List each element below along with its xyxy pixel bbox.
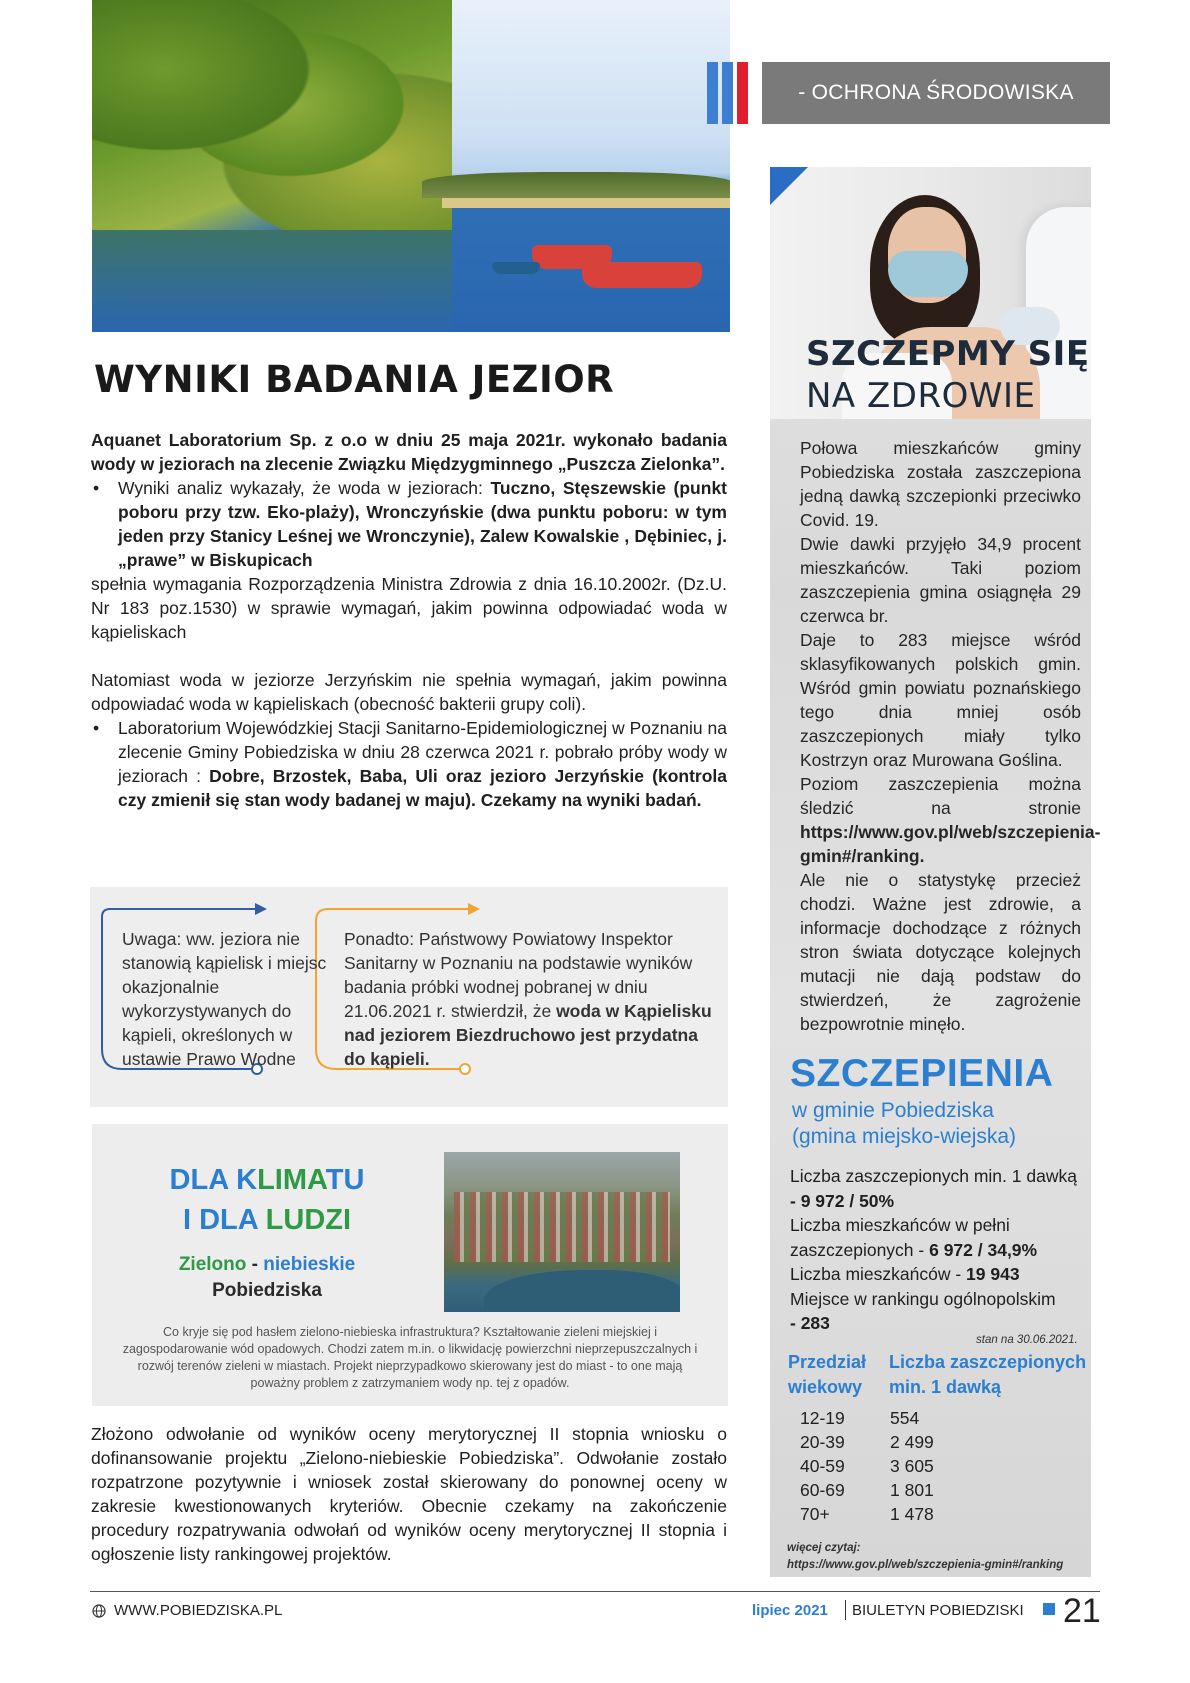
notice-box bbox=[90, 887, 728, 1107]
bullet-text: Wyniki analiz wykazały, że woda w jeziorach: bbox=[118, 478, 491, 498]
table-row bbox=[800, 1454, 934, 1478]
pedal-boat bbox=[582, 262, 702, 288]
headline-part-green: LUDZI bbox=[265, 1204, 352, 1236]
count-cell: 554 bbox=[890, 1408, 920, 1428]
trees-shape bbox=[92, 0, 452, 230]
vaccine-paragraph: Daje to 283 miejsce wśród sklasyfikowanych polskich gmin. Wśród gmin powiatu poznańskiego tego dnia mniej osób zaszczepionych miały tylko Kostrzyn oraz Murowana Goślina. bbox=[800, 630, 1081, 770]
read-more bbox=[787, 1540, 1063, 1574]
vaccine-paragraph bbox=[800, 772, 1101, 868]
age-cell: 70+ bbox=[800, 1504, 830, 1524]
article-paragraph: spełnia wymagania Rozporządzenia Ministra Zdrowia z dnia 16.10.2002r. (Dz.U. Nr 183 poz.1530) w sprawie wymagań, jakim powinna odpowiadać woda w kąpieliskach bbox=[91, 574, 727, 642]
table-row bbox=[800, 1502, 934, 1526]
face-mask-shape bbox=[888, 251, 968, 297]
stat-label: Miejsce w rankingu ogólnopolskim bbox=[790, 1288, 1056, 1309]
count-cell: 3 605 bbox=[890, 1456, 934, 1476]
read-more-label: więcej czytaj: bbox=[787, 1542, 861, 1554]
corner-accent bbox=[770, 167, 808, 205]
count-cell: 1 801 bbox=[890, 1480, 934, 1500]
vaccine-title-line1: SZCZEPMY SIĘ bbox=[806, 334, 1090, 374]
header-line: min. 1 dawką bbox=[889, 1377, 1002, 1397]
as-of-date: stan na 30.06.2021. bbox=[976, 1334, 1078, 1346]
bullet-item bbox=[91, 476, 727, 572]
lake-shape bbox=[484, 1270, 680, 1312]
table-header-count bbox=[889, 1350, 1099, 1400]
stat-label: Liczba mieszkańców w pełni zaszczepionych - bbox=[790, 1215, 1010, 1260]
stat-value bbox=[790, 1311, 1095, 1336]
project-dash: - bbox=[246, 1254, 264, 1275]
szczepienia-subtitle bbox=[792, 1098, 1092, 1150]
bullet-item bbox=[91, 716, 727, 812]
globe-icon bbox=[92, 1604, 106, 1618]
ranking-link[interactable]: https://www.gov.pl/web/szczepienia-gmin#/ranking. bbox=[800, 822, 1101, 866]
arrow-right-icon bbox=[255, 903, 267, 915]
headline-part-green: LIMA bbox=[257, 1164, 326, 1196]
stat-line bbox=[790, 1213, 1095, 1262]
stat-value-bold: - 283 bbox=[790, 1313, 830, 1333]
stat-value-bold: 19 943 bbox=[966, 1264, 1020, 1284]
vaccine-text bbox=[800, 436, 1101, 1036]
stripe-blue bbox=[722, 62, 733, 124]
table-row bbox=[800, 1478, 934, 1502]
stripe-blue bbox=[707, 62, 718, 124]
header-line: Przedział bbox=[788, 1352, 867, 1372]
arrow-right-icon bbox=[468, 903, 480, 915]
article-paragraph: Natomiast woda w jeziorze Jerzyńskim nie spełnia wymagań, jakim powinna odpowiadać woda w kąpieliskach (obecność bakterii grupy coli). bbox=[91, 670, 727, 714]
project-name bbox=[92, 1252, 442, 1304]
vaccine-link-intro: Poziom zaszczepienia można śledzić na stronie bbox=[800, 774, 1081, 818]
bullet-bold: Tuczno, Stęszewskie (punkt poboru przy tzw. Eko-plaży), Wronczyńskie (dwa punktu poboru: w tym jeden przy Stanicy Leśnej we Wronczynie), Zalew Kowalskie , Dębiniec, j.„prawe” w Biskupicach bbox=[118, 478, 728, 570]
stat-line bbox=[790, 1262, 1095, 1287]
footer-publication: BIULETYN POBIEDZISKI bbox=[852, 1602, 1024, 1619]
table-row bbox=[800, 1406, 934, 1430]
climate-headline bbox=[92, 1160, 442, 1240]
notice-right-bold: woda w Kąpielisku nad jeziorem Biezdruchowo jest przydatna do kąpieli. bbox=[344, 1001, 712, 1069]
stat-value-bold: - 9 972 / 50% bbox=[790, 1190, 895, 1211]
headline-part: TU bbox=[325, 1164, 365, 1196]
section-tag: - OCHRONA ŚRODOWISKA bbox=[762, 62, 1110, 124]
reflection-shape bbox=[92, 230, 452, 332]
notice-left-text: Uwaga: ww. jeziora nie stanowią kąpielisk i miejsc okazjonalnie wykorzystywanych do kąpieli, określonych w ustawie Prawo Wodne bbox=[122, 929, 327, 1069]
climate-description: Co kryje się pod hasłem zielono-niebieska infrastruktura? Kształtowanie zieleni miejskiej i zagospodarowanie wód opadowych. Chodzi zatem m.in. o likwidację powierzchni nieprzepuszczalnych i rozwój terenów zieleni w miastach. Projekt nieprzypadkowo skierowany jest do miast - to one mają poważny problem z zatrzymaniem wody np. tej z opadów. bbox=[122, 1325, 698, 1390]
bullet-marker: • bbox=[93, 718, 100, 738]
age-cell: 60-69 bbox=[800, 1480, 845, 1500]
lake-photo bbox=[92, 0, 730, 332]
stat-value bbox=[790, 1189, 1095, 1214]
szczepienia-sub-line: (gmina miejsko-wiejska) bbox=[792, 1125, 1017, 1148]
lead-bold: Aquanet Laboratorium Sp. z o.o w dniu 25 maja 2021r. wykonało badania wody w jeziorach na zlecenie Związku Międzygminnego „Puszcza Zielonka”. bbox=[91, 430, 727, 474]
vaccine-title-line2: NA ZDROWIE bbox=[806, 376, 1036, 416]
project-name-line bbox=[92, 1252, 442, 1278]
table-row bbox=[800, 1430, 934, 1454]
headline-part: I DLA bbox=[182, 1204, 266, 1236]
climate-headline-line bbox=[92, 1200, 442, 1240]
project-town: Pobiedziska bbox=[212, 1280, 322, 1301]
footer-separator bbox=[845, 1600, 846, 1620]
reeds-shape bbox=[442, 198, 730, 208]
szczepienia-sub-line: w gminie Pobiedziska bbox=[792, 1099, 994, 1122]
footer-website[interactable]: WWW.POBIEDZISKA.PL bbox=[114, 1602, 283, 1619]
closing-paragraph: Złożono odwołanie od wyników oceny merytorycznej II stopnia wniosku o dofinansowanie projektu „Zielono-niebieskie Pobiedziska”. Odwołanie zostało rozpatrzone pozytywnie i wniosek został skierowany do ponownej oceny w zakresie kwestionowanych kryteriów. Obecnie czekamy na zakończenie procedury rozpatrywania odwołań od wyników oceny merytorycznej II stopnia i ogłoszenie listy rankingowej projektów. bbox=[91, 1424, 727, 1564]
roofs-shape bbox=[454, 1192, 670, 1262]
age-cell: 20-39 bbox=[800, 1432, 845, 1452]
aerial-town-photo bbox=[444, 1152, 680, 1312]
count-cell: 2 499 bbox=[890, 1432, 934, 1452]
article-body bbox=[91, 428, 727, 812]
age-cell: 40-59 bbox=[800, 1456, 845, 1476]
footer-issue-month: lipiec 2021 bbox=[752, 1602, 828, 1619]
table-header-age bbox=[788, 1350, 878, 1400]
rowing-boat bbox=[492, 262, 540, 274]
climate-box bbox=[92, 1124, 728, 1406]
vaccine-paragraph: Połowa mieszkańców gminy Pobiedziska została zaszczepiona jedną dawką szczepionki przeciwko Covid. 19. bbox=[800, 438, 1081, 530]
stat-value-bold: 6 972 / 34,9% bbox=[929, 1239, 1038, 1260]
climate-headline-line bbox=[92, 1160, 442, 1200]
stat-label: Liczba zaszczepionych min. 1 dawką bbox=[790, 1166, 1077, 1186]
count-cell: 1 478 bbox=[890, 1504, 934, 1524]
footer-divider bbox=[90, 1591, 1100, 1592]
stripe-red bbox=[737, 62, 748, 124]
page-marker-square bbox=[1043, 1603, 1055, 1615]
vaccine-paragraph: Ale nie o statystykę przecież chodzi. Ważne jest zdrowie, a informacje dochodzące z różnych stron świata dotyczące kolejnych mutacji nie dają podstaw do stwierdzeń, że zagrożenie bezpowrotnie minęło. bbox=[800, 870, 1081, 1034]
vaccination-stats bbox=[790, 1164, 1095, 1336]
page-number: 21 bbox=[1063, 1592, 1101, 1630]
headline-part: DLA K bbox=[169, 1164, 258, 1196]
age-table bbox=[800, 1406, 934, 1526]
project-blue-word: niebieskie bbox=[263, 1254, 356, 1275]
header-line: wiekowy bbox=[788, 1377, 863, 1397]
bullet-bold: Dobre, Brzostek, Baba, Uli oraz jezioro Jerzyńskie (kontrola czy zmienił się stan wody badanej w maju). Czekamy na wyniki badań. bbox=[118, 766, 728, 810]
header-line: Liczba zaszczepionych bbox=[889, 1352, 1087, 1372]
notice-right-text bbox=[344, 927, 724, 1071]
vaccine-paragraph: Dwie dawki przyjęło 34,9 procent mieszkańców. Taki poziom zaszczepienia gmina osiągnęła 29 czerwca br. bbox=[800, 534, 1081, 626]
paragraph-gap bbox=[91, 644, 727, 668]
age-cell: 12-19 bbox=[800, 1408, 845, 1428]
bullet-marker: • bbox=[93, 478, 100, 498]
article-lead bbox=[91, 428, 727, 476]
szczepienia-title: SZCZEPIENIA bbox=[790, 1052, 1054, 1095]
stat-label: Liczba mieszkańców - bbox=[790, 1264, 967, 1284]
read-more-link[interactable]: https://www.gov.pl/web/szczepienia-gmin#/ranking bbox=[787, 1559, 1064, 1571]
far-shore-shape bbox=[422, 172, 730, 198]
notice-right-plain: Ponadto: Państwowy Powiatowy Inspektor Sanitarny w Poznaniu na podstawie wyników badania próbki wodnej pobranej w dniu 21.06.2021 r. stwierdził, że bbox=[344, 929, 693, 1021]
project-green-word: Zielono bbox=[178, 1254, 247, 1275]
article-title: WYNIKI BADANIA JEZIOR bbox=[94, 358, 615, 401]
bullet-text: Laboratorium Wojewódzkiej Stacji Sanitarno-Epidemiologicznej w Poznaniu na zlecenie Gminy Pobiedziska w dniu 28 czerwca 2021 r. pobrało próby wody w jeziorach : bbox=[118, 718, 727, 786]
